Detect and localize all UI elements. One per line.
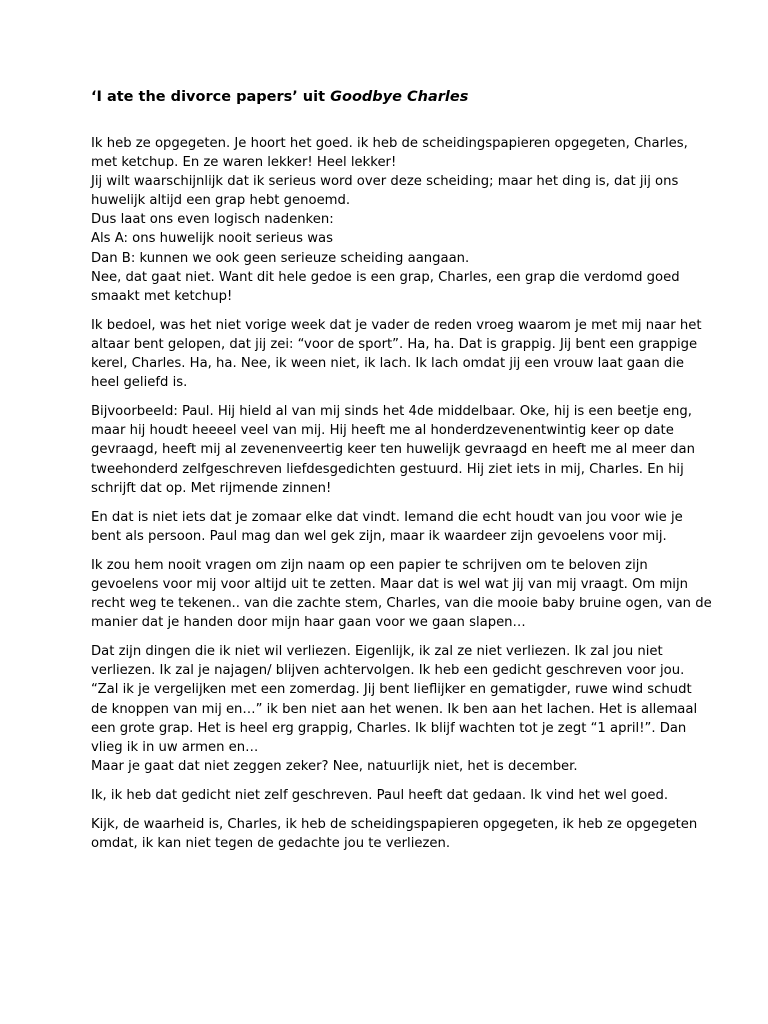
- text-line: Bijvoorbeeld: Paul. Hij hield al van mij sinds het 4de middelbaar. Oke, hij is een beetje eng,: [91, 404, 692, 420]
- text-line: Ik, ik heb dat gedicht niet zelf geschreven. Paul heeft dat gedaan. Ik vind het wel goed.: [91, 787, 669, 803]
- paragraph: [91, 316, 702, 392]
- text-line: omdat, ik kan niet tegen de gedachte jou te verliezen.: [91, 836, 451, 852]
- text-line: smaakt met ketchup!: [91, 288, 233, 304]
- document-title: [91, 86, 691, 108]
- text-line: Nee, dat gaat niet. Want dit hele gedoe is een grap, Charles, een grap die verdomd goed: [91, 269, 680, 285]
- text-line: Jij wilt waarschijnlijk dat ik serieus word over deze scheiding; maar het ding is, dat jij ons: [91, 174, 679, 190]
- document-page: [91, 86, 712, 863]
- text-line: Kijk, de waarheid is, Charles, ik heb de scheidingspapieren opgegeten, ik heb ze opgegeten: [91, 817, 698, 832]
- text-line: schrijft dat op. Met rijmende zinnen!: [91, 480, 332, 496]
- text-line: vlieg ik in uw armen en…: [91, 739, 259, 755]
- text-line: En dat is niet iets dat je zomaar elke dat vindt. Iemand die echt houdt van jou voor wie je: [91, 509, 683, 525]
- text-line: maar hij houdt heeeel veel van mij. Hij heeft me al honderdzevenentwintig keer op date: [91, 423, 674, 439]
- text-line: huwelijk altijd een grap hebt genoemd.: [91, 193, 351, 209]
- text-line: Als A: ons huwelijk nooit serieus was: [91, 231, 333, 247]
- paragraph: [91, 815, 698, 853]
- text-line: altaar bent gelopen, dat jij zei: “voor de sport”. Ha, ha. Dat is grappig. Jij bent een grappige: [91, 336, 698, 352]
- text-line: gevoelens voor mij voor altijd uit te zetten. Maar dat is wel wat jij van mij vraagt. Om mijn: [91, 576, 688, 592]
- paragraph: [91, 134, 691, 306]
- text-line: een grote grap. Het is heel erg grappig, Charles. Ik blijf wachten tot je zegt “1 april!”. Dan: [91, 720, 687, 736]
- paragraph: [91, 556, 712, 632]
- text-line: Dus laat ons even logisch nadenken:: [91, 212, 334, 228]
- text-line: Maar je gaat dat niet zeggen zeker? Nee, natuurlijk niet, het is december.: [91, 758, 578, 774]
- text-line: Dat zijn dingen die ik niet wil verliezen. Eigenlijk, ik zal ze niet verliezen. Ik zal jou niet: [91, 644, 663, 660]
- text-line: tweehonderd zelfgeschreven liefdesgedichten gestuurd. Hij ziet iets in mij, Charles. En hij: [91, 461, 684, 477]
- paragraph: [91, 508, 691, 546]
- text-line: Ik zou hem nooit vragen om zijn naam op een papier te schrijven om te beloven zijn: [91, 557, 648, 573]
- text-line: gevraagd, heeft mij al zevenenveertig keer ten huwelijk gevraagd en heeft me al meer dan: [91, 442, 695, 458]
- text-line: de knoppen van mij en…” ik ben niet aan het wenen. Ik ben aan het lachen. Het is allemaal: [91, 701, 698, 717]
- text-line: “Zal ik je vergelijken met een zomerdag. Jij bent lieflijker en gematigder, ruwe wind schudt: [91, 682, 692, 698]
- text-line: recht weg te tekenen.. van die zachte stem, Charles, van die mooie baby bruine ogen, van de: [91, 596, 712, 612]
- text-line: bent als persoon. Paul mag dan wel gek zijn, maar ik waardeer zijn gevoelens voor mij.: [91, 528, 667, 544]
- paragraph: [91, 786, 691, 805]
- paragraph: [91, 642, 698, 776]
- text-line: Dan B: kunnen we ook geen serieuze scheiding aangaan.: [91, 250, 470, 266]
- text-line: met ketchup. En ze waren lekker! Heel lekker!: [91, 155, 397, 171]
- text-line: verliezen. Ik zal je najagen/ blijven achtervolgen. Ik heb een gedicht geschreven voor jou.: [91, 663, 685, 679]
- title-book-name: Goodbye Charles: [330, 89, 469, 105]
- body-text: [91, 134, 712, 853]
- text-line: heel geliefd is.: [91, 375, 188, 391]
- text-line: Ik heb ze opgegeten. Je hoort het goed. ik heb de scheidingspapieren opgegeten, Charles,: [91, 136, 688, 151]
- text-line: kerel, Charles. Ha, ha. Nee, ik ween niet, ik lach. Ik lach omdat jij een vrouw laat gaan die: [91, 356, 685, 372]
- paragraph: [91, 402, 695, 497]
- title-text: ‘I ate the divorce papers’ uit: [91, 89, 331, 105]
- text-line: Ik bedoel, was het niet vorige week dat je vader de reden vroeg waarom je met mij naar het: [91, 317, 702, 333]
- text-line: manier dat je handen door mijn haar gaan voor we gaan slapen…: [91, 615, 526, 631]
